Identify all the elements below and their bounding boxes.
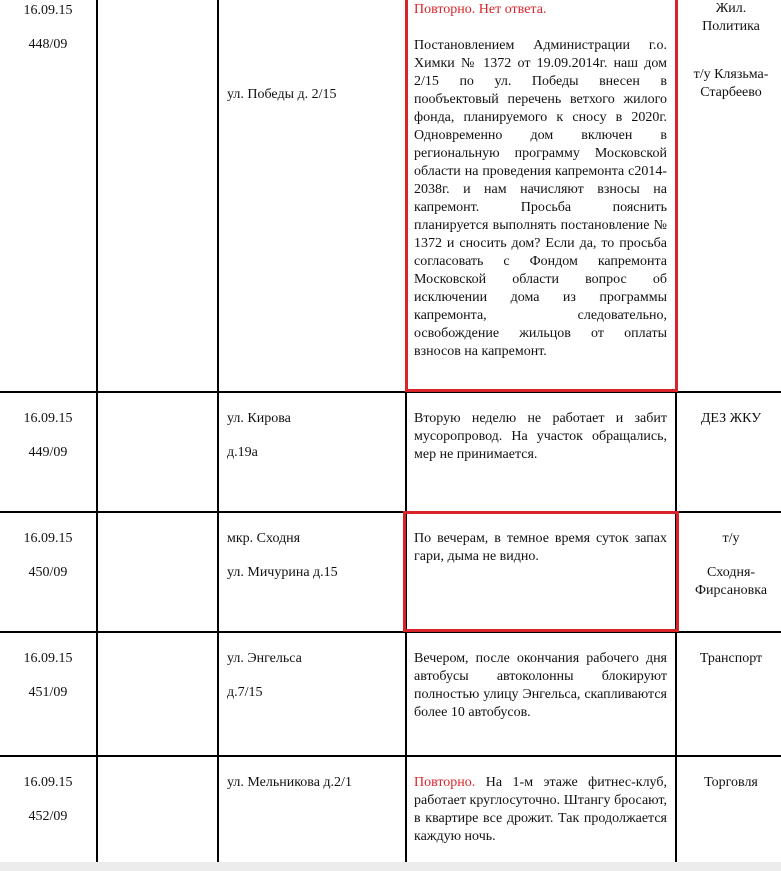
row-452-date-cell: [0, 774, 96, 826]
row-449-address-cell: [227, 410, 402, 462]
row-date: 16.09.15: [23, 3, 73, 18]
complaint-text: Вечером, после окончания рабочего дня автобусы автоколонны блокируют полностью улицу Энгельса, скапливаются более 10 автобусов.: [414, 651, 667, 720]
row-number: 451/09: [28, 685, 68, 700]
department: т/у: [722, 531, 740, 546]
row-number: 452/09: [28, 809, 68, 824]
row-450-date-cell: [0, 530, 96, 582]
viewer-bottom-bar: [0, 862, 781, 871]
row-448-date-cell: [0, 0, 96, 54]
row-address-line: ул. Победы д. 2/15: [227, 87, 337, 102]
row-448-address-cell: [227, 86, 402, 104]
row-449-dept-cell: [683, 410, 779, 428]
row-number: 450/09: [28, 565, 68, 580]
row-date: 16.09.15: [23, 531, 73, 546]
row-address-line: ул. Кирова: [227, 411, 291, 426]
row-date: 16.09.15: [23, 651, 73, 666]
row-address-line: ул. Мичурина д.15: [227, 565, 338, 580]
row-451-date-cell: [0, 650, 96, 702]
row-address-line: д.19а: [227, 445, 258, 460]
row-452-text-cell: [414, 774, 667, 862]
col-divider-1: [96, 0, 98, 862]
row-449-text-cell: [414, 410, 667, 464]
row-address-line: ул. Энгельса: [227, 651, 302, 666]
row-450-dept-cell: [683, 530, 779, 600]
department: т/у Клязьма-Старбеево: [693, 67, 769, 100]
row-451-address-cell: [227, 650, 402, 702]
complaint-text: По вечерам, в темное время суток запах гари, дыма не видно.: [414, 531, 667, 564]
row-451-dept-cell: [683, 650, 779, 668]
highlight-box-448: [405, 0, 678, 392]
complaint-text-body: На 1-м этаже фитнес-клуб, работает круглосуточно. Штангу бросают, в квартире все дрожит. Так продолжается каждую ночь.: [414, 775, 667, 844]
repeat-note: Повторно.: [414, 775, 476, 790]
row-451-text-cell: [414, 650, 667, 722]
row-number: 449/09: [28, 445, 68, 460]
department: Жил. Политика: [702, 1, 760, 34]
complaint-text: Вторую неделю не работает и забит мусоропровод. На участок обращались, мер не принимается.: [414, 411, 667, 462]
row-448-dept-cell: [683, 0, 779, 102]
department: Сходня-Фирсановка: [694, 565, 768, 598]
row-number: 448/09: [28, 37, 68, 52]
row-452-dept-cell: [683, 774, 779, 792]
row-date: 16.09.15: [23, 775, 73, 790]
highlight-box-450: [403, 511, 679, 632]
row-address-line: ул. Мельникова д.2/1: [227, 775, 352, 790]
row-450-address-cell: [227, 530, 402, 582]
department: ДЕЗ ЖКУ: [700, 411, 762, 426]
row-449-date-cell: [0, 410, 96, 462]
row-address-line: мкр. Сходня: [227, 531, 301, 546]
row-address-line: д.7/15: [227, 685, 263, 700]
repeat-note: Повторно. Нет ответа.: [414, 2, 547, 17]
department: Торговля: [704, 775, 758, 790]
row-date: 16.09.15: [23, 411, 73, 426]
row-452-address-cell: [227, 774, 402, 792]
department: Транспорт: [699, 651, 763, 666]
row-divider-4: [0, 755, 781, 757]
complaint-text: Постановлением Администрации г.о. Химки № 1372 от 19.09.2014г. наш дом 2/15 по ул. Победы внесен в пообъектовый перечень ветхого жилого фонда, планируемого к сносу в 2020г. Одновременно дом включен в региональную программу Московской области на проведения капремонта с2014-2038г. и нам начисляют взносы на капремонт. Просьба пояснить планируется выполнять постановление № 1372 и сносить дом? Если да, то просьба согласовать с Фондом капремонта Московской области вопрос об исключении дома из программы капремонта, следовательно, освобождение жильцов от оплаты взносов на капремонт.: [414, 38, 667, 359]
col-divider-2: [217, 0, 219, 862]
complaint-text: [414, 774, 667, 846]
